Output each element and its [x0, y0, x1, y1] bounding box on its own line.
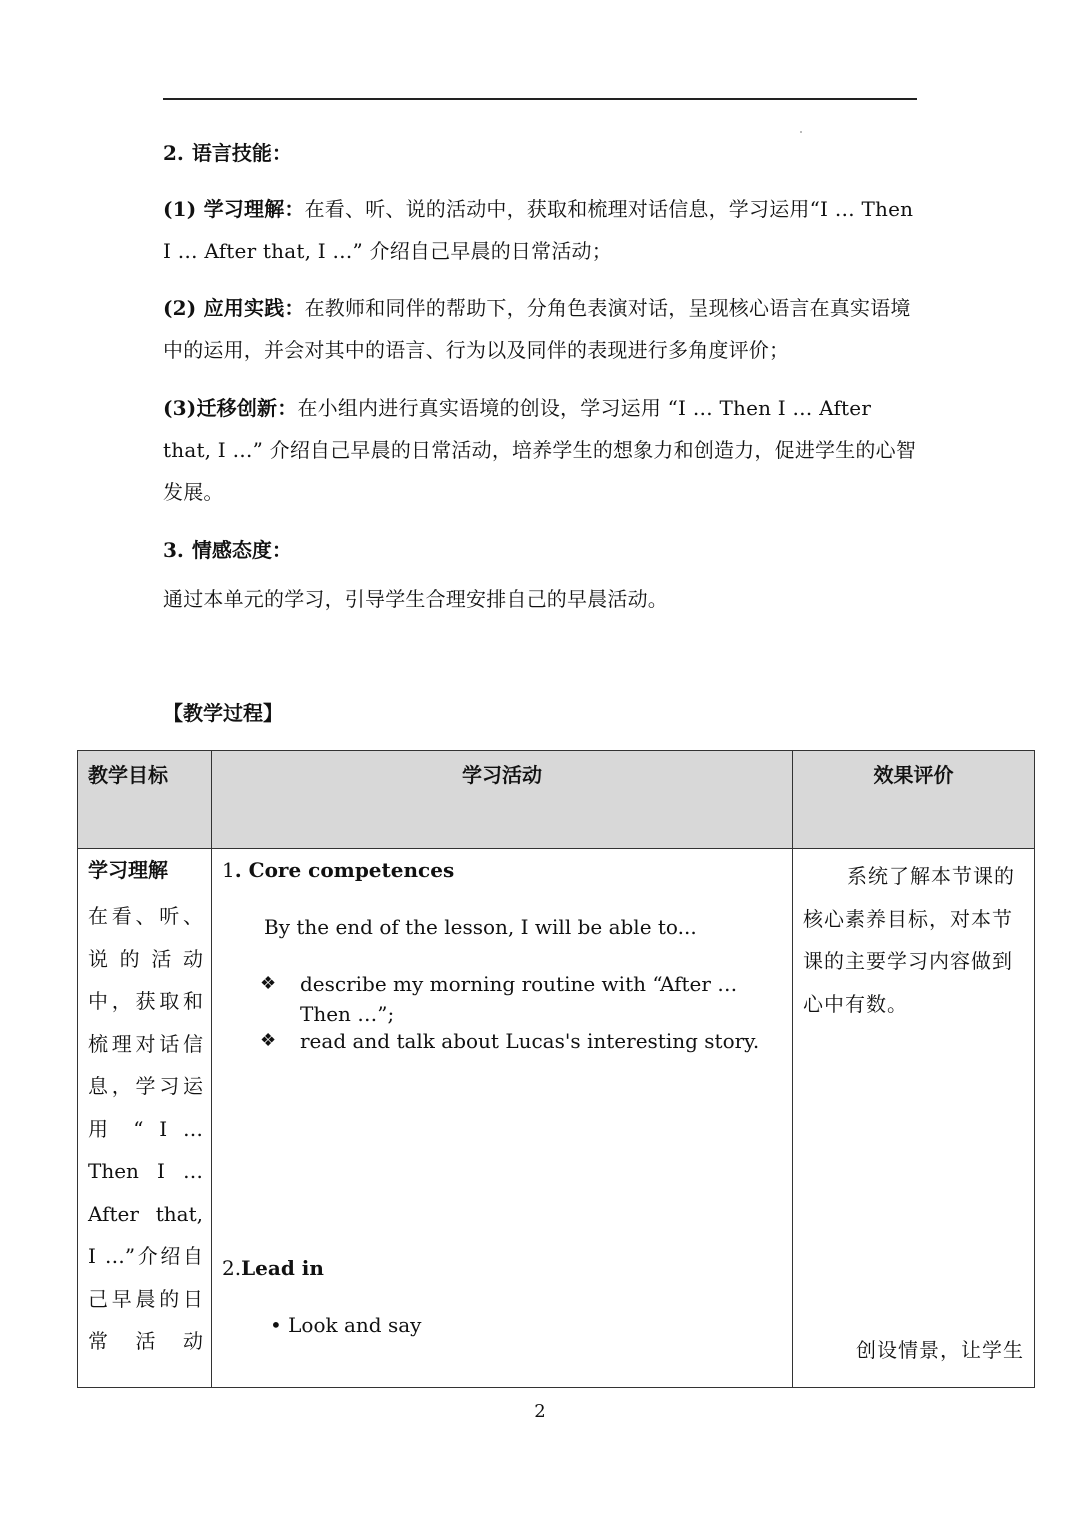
- skill-item-1: [163, 188, 917, 272]
- activity-1-title: . Core competences: [234, 858, 455, 882]
- evaluation-text-2: 创设情景，让学生: [856, 1338, 1024, 1362]
- header-goal: 教学目标: [78, 751, 212, 849]
- skill-item-2: [163, 287, 917, 371]
- activity-1-number: 1: [222, 858, 235, 882]
- table-row: [78, 849, 1035, 1388]
- section-2-title: 语言技能：: [191, 141, 292, 165]
- section-3-title: 情感态度：: [191, 538, 292, 562]
- activity-cell: [212, 849, 793, 1388]
- goal-cell: [78, 849, 212, 1388]
- goal-title: 学习理解: [88, 858, 168, 882]
- scan-speck: [800, 131, 802, 133]
- goal-text: 在看、听、说的活动中，获取和梳理对话信息，学习运用 “ I … Then I … After that, I …”介绍自己早晨的日常活动: [88, 904, 203, 1353]
- page-number: 2: [534, 1401, 546, 1422]
- activity-1-bullet-1: describe my morning routine with “After … Then …”;: [300, 972, 738, 1026]
- section-2-heading: [163, 138, 292, 168]
- section-2-number: 2.: [163, 141, 184, 165]
- diamond-bullet-icon: ❖: [260, 973, 277, 994]
- skill-item-3-text: 在小组内进行真实语境的创设，学习运用 “I … Then I … After that, I …” 介绍自己早晨的日常活动，培养学生的想象力和创造力，促进学生的心智发展。: [163, 396, 917, 504]
- process-table: [77, 750, 1035, 1388]
- table-header-row: [78, 751, 1035, 849]
- section-3-text: 通过本单元的学习，引导学生合理安排自己的早晨活动。: [163, 587, 668, 611]
- activity-1-heading: [222, 855, 454, 885]
- activity-1-bullet-2: read and talk about Lucas's interesting story.: [300, 1029, 760, 1053]
- section-3-heading: [163, 535, 292, 565]
- diamond-bullet-icon: ❖: [260, 1030, 277, 1051]
- evaluation-cell: [793, 849, 1035, 1388]
- activity-2-number: 2.: [222, 1256, 242, 1280]
- header-rule: [163, 98, 917, 100]
- skill-item-2-label: (2) 应用实践：: [163, 296, 305, 320]
- evaluation-text-1: 系统了解本节课的核心素养目标，对本节课的主要学习内容做到心中有数。: [803, 864, 1015, 1016]
- header-evaluation: 效果评价: [793, 751, 1035, 849]
- activity-1-intro: By the end of the lesson, I will be able to...: [264, 915, 697, 939]
- skill-item-1-text: 在看、听、说的活动中，获取和梳理对话信息，学习运用“I … Then I … After that, I …” 介绍自己早晨的日常活动；: [163, 197, 914, 263]
- header-activity: 学习活动: [212, 751, 793, 849]
- skill-item-3-label: (3)迁移创新：: [163, 396, 298, 420]
- skill-item-2-text: 在教师和同伴的帮助下，分角色表演对话，呈现核心语言在真实语境中的运用，并会对其中的语言、行为以及同伴的表现进行多角度评价；: [163, 296, 911, 362]
- activity-2-title: Lead in: [241, 1256, 324, 1280]
- skill-item-1-label: (1) 学习理解：: [163, 197, 305, 221]
- section-3-number: 3.: [163, 538, 184, 562]
- activity-2-item: • Look and say: [270, 1313, 422, 1337]
- skill-item-3: [163, 387, 917, 513]
- process-title: 【教学过程】: [163, 701, 283, 725]
- activity-2-heading: [222, 1253, 324, 1283]
